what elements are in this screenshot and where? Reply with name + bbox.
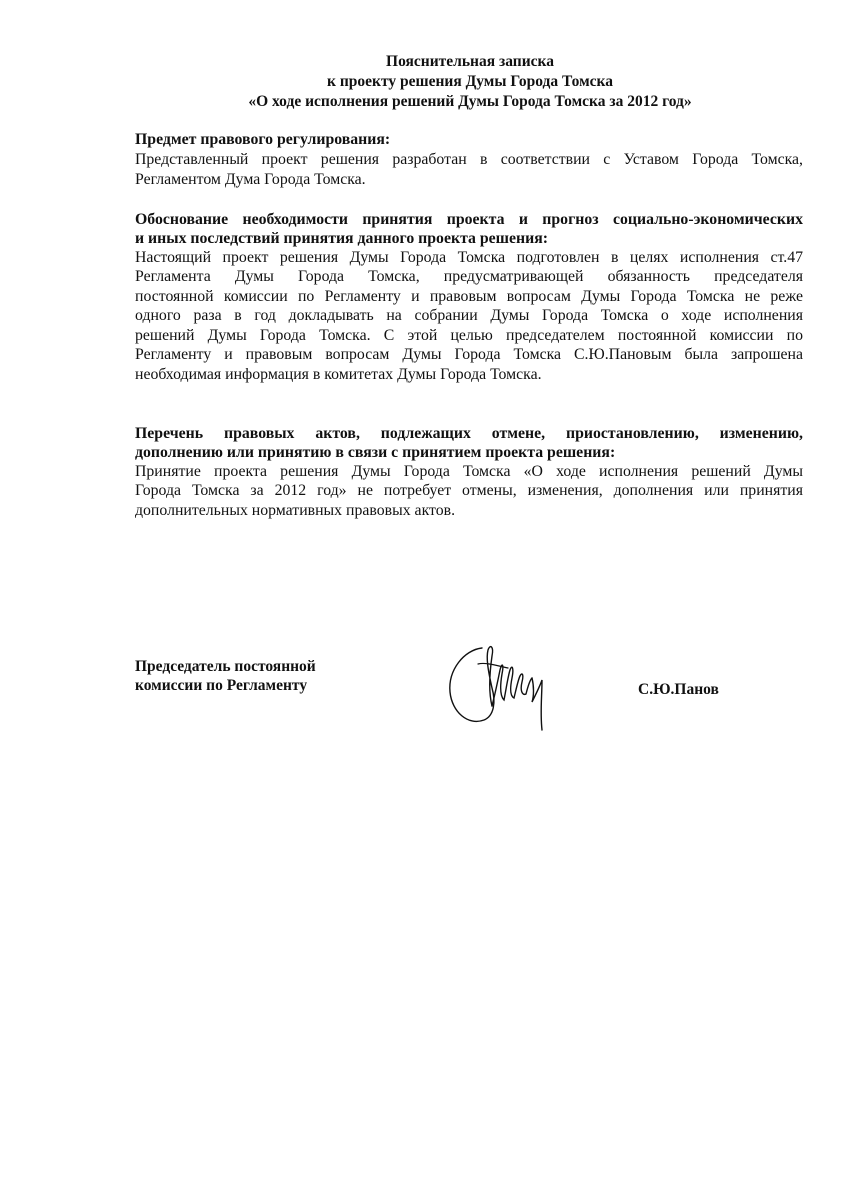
section-2-line-1: Настоящий проект решения Думы Города Томска подготовлен в целях исполнения ст.47 <box>135 249 803 266</box>
section-2-line-3: постоянной комиссии по Регламенту и правовым вопросам Думы Города Томска не реже <box>135 288 803 305</box>
section-2-line-7: необходимая информация в комитетах Думы Города Томска. <box>135 366 542 383</box>
section-2-line-5: решений Думы Города Томска. С этой целью председателем постоянной комиссии по <box>135 327 803 344</box>
signatory-title-line-1: Председатель постоянной <box>135 658 316 675</box>
section-1-line-2: Регламентом Дума Города Томска. <box>135 171 366 188</box>
document-title-line-3: «О ходе исполнения решений Думы Города Томска за 2012 год» <box>248 93 692 110</box>
document-title-line-2: к проекту решения Думы Города Томска <box>327 73 613 90</box>
section-3-line-3: дополнительных нормативных правовых актов. <box>135 502 456 519</box>
section-3-heading-line-1: Перечень правовых актов, подлежащих отмене, приостановлению, изменению, <box>135 425 803 442</box>
signer-name: С.Ю.Панов <box>638 681 719 698</box>
section-2-line-4: одного раза в год докладывать на собрании Думы Города Томска о ходе исполнения <box>135 307 803 324</box>
section-2-line-2: Регламента Думы Города Томска, предусматривающей обязанность председателя <box>135 268 803 285</box>
section-1-line-1: Представленный проект решения разработан в соответствии с Уставом Города Томска, <box>135 151 803 168</box>
section-3-heading-line-2: дополнению или принятию в связи с принятием проекта решения: <box>135 444 616 461</box>
section-2-heading-line-1: Обоснование необходимости принятия проекта и прогноз социально-экономических <box>135 211 803 228</box>
section-2-heading-line-2: и иных последствий принятия данного проекта решения: <box>135 230 549 247</box>
handwritten-signature <box>442 640 552 735</box>
signatory-title-line-2: комиссии по Регламенту <box>135 677 308 694</box>
document-title-line-1: Пояснительная записка <box>386 53 554 70</box>
section-3-line-2: Города Томска за 2012 год» не потребует отмены, изменения, дополнения или принятия <box>135 482 803 499</box>
section-3-line-1: Принятие проекта решения Думы Города Томска «О ходе исполнения решений Думы <box>135 463 803 480</box>
section-2-line-6: Регламенту и правовым вопросам Думы Города Томска С.Ю.Пановым была запрошена <box>135 346 803 363</box>
section-1-heading: Предмет правового регулирования: <box>135 131 391 148</box>
